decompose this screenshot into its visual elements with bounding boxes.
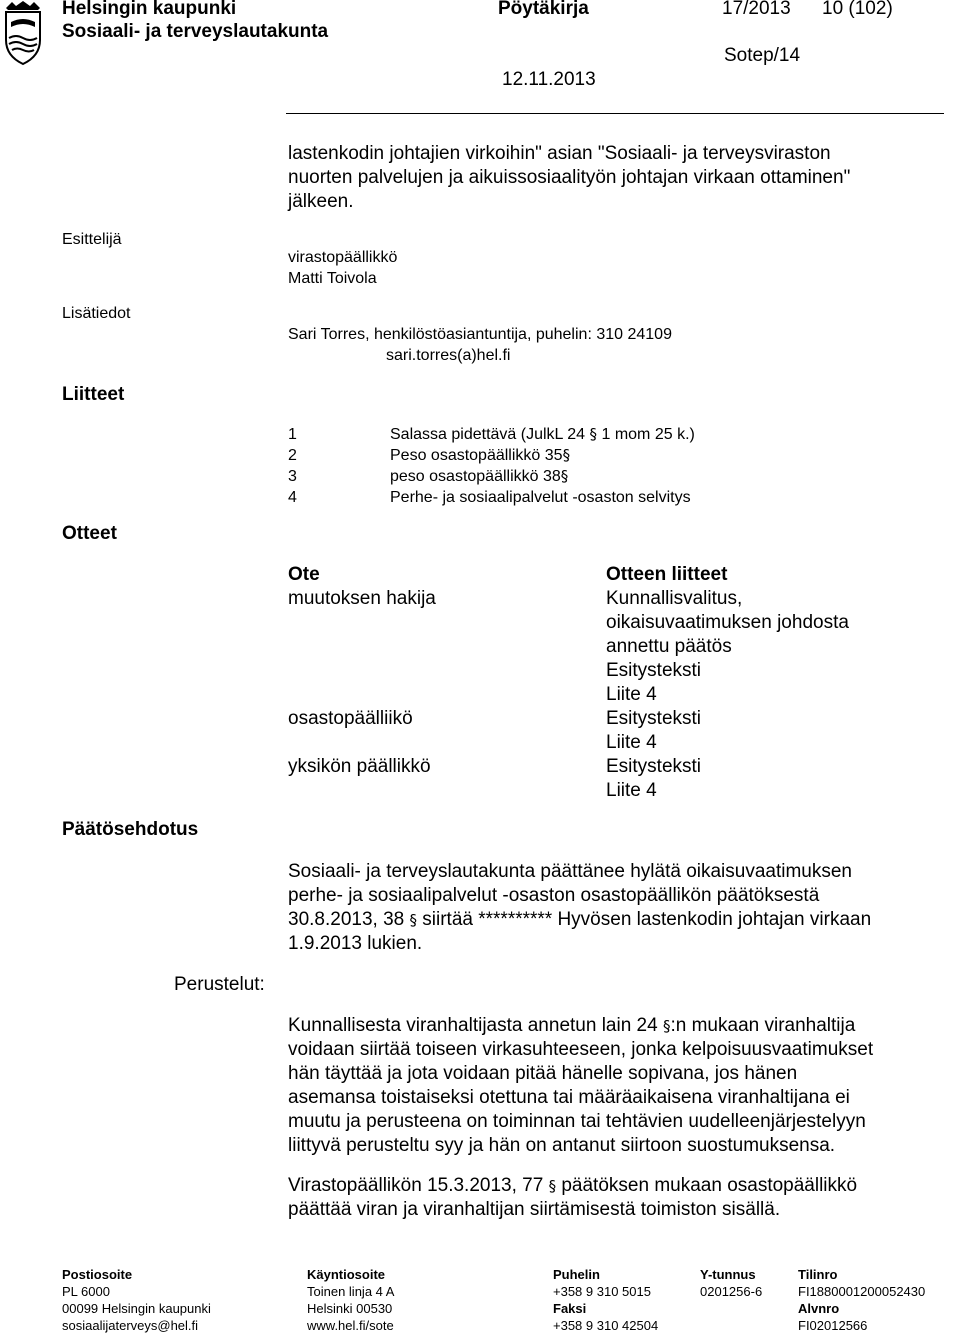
minutes-number: 17/2013 (722, 0, 791, 19)
presenter-name: Matti Toivola (288, 270, 377, 287)
footer-business-id: Y-tunnus 0201256-6 (700, 1267, 763, 1299)
decision-proposal-text: Sosiaali- ja terveyslautakunta päättänee hylätä oikaisuvaatimuksen perhe- ja sosiaalipalvelut -osaston osastopäällikön päätöksestä 30.8.2013, 38 § siirtää ********** Hyvösen lastenkodin johtajan virkaan 1.9.2013 lukien. (288, 861, 872, 954)
intro-line-3: jälkeen. (288, 191, 354, 212)
attachment-number: 3 (288, 468, 297, 485)
extract-attachment-line: Esitysteksti (606, 756, 702, 777)
extract-recipient-header: Ote (288, 564, 320, 585)
section-code: Sotep/14 (724, 45, 801, 66)
contact-person: Sari Torres, henkilöstöasiantuntija, puhelin: 310 24109 (288, 326, 672, 343)
footer-phone: Puhelin +358 9 310 5015 Faksi +358 9 310 42504 (553, 1267, 659, 1333)
attachment-number: 1 (288, 426, 297, 443)
header-divider (286, 113, 944, 114)
attachment-number: 4 (288, 489, 297, 506)
intro-line-1: lastenkodin johtajien virkoihin" asian "Sosiaali- ja terveysviraston (288, 143, 831, 164)
attachment-item: 4 Perhe- ja sosiaalipalvelut -osaston selvitys (288, 489, 691, 506)
justification-paragraph-2: Virastopäällikön 15.3.2013, 77 § päätöksen mukaan osastopäällikkö päättää viran ja viranhaltijan siirtämisestä toimiston sisällä. (288, 1175, 858, 1220)
extract-attachment-line: Liite 4 (606, 732, 657, 753)
extract-attachment-line: Esitysteksti (606, 660, 702, 681)
extract-attachment-line: oikaisuvaatimuksen johdosta (606, 612, 849, 633)
extract-attachment-line: Esitysteksti (606, 708, 702, 729)
attachments-label: Liitteet (62, 384, 125, 405)
contact-email[interactable]: sari.torres(a)hel.fi (386, 347, 511, 364)
extract-attachment-line: Liite 4 (606, 780, 657, 801)
attachment-item: 2 Peso osastopäällikkö 35§ (288, 446, 571, 464)
extract-attachment-line: Kunnallisvalitus, (606, 588, 743, 609)
helsinki-coat-of-arms-logo (2, 0, 44, 66)
intro-line-2: nuorten palvelujen ja aikuissosiaalityön johtajan virkaan ottaminen" (288, 167, 851, 188)
extract-attachment-line: Liite 4 (606, 684, 657, 705)
footer-account: Tilinro FI1880001200052430 Alvnro FI02012566 (798, 1267, 926, 1333)
footer-postal-address: Postiosoite PL 6000 00099 Helsingin kaupunki sosiaalijaterveys@hel.fi (62, 1267, 211, 1333)
attachment-item: 3 peso osastopäällikkö 38§ (288, 467, 569, 485)
attachment-item: 1 Salassa pidettävä (JulkL 24 § 1 mom 25 k.) (288, 425, 695, 443)
city-name: Helsingin kaupunki (62, 0, 237, 19)
extract-attachments-header: Otteen liitteet (606, 564, 728, 585)
extract-attachment-line: annettu päätös (606, 636, 732, 657)
decision-proposal-label: Päätösehdotus (62, 819, 199, 840)
justification-label: Perustelut: (174, 974, 265, 995)
footer-visiting-address: Käyntiosoite Toinen linja 4 A Helsinki 00530 www.hel.fi/sote (307, 1267, 395, 1333)
justification-paragraph-1: Kunnallisesta viranhaltijasta annetun lain 24 §:n mukaan viranhaltija voidaan siirtää toiseen virkasuhteeseen, jonka kelpoisuusvaatimukset hän täyttää ja jota voidaan pitää hänelle sopivana, jos hänen asemansa toistaiseksi otettuna tai määräaikaisena viranhaltijana ei muutu ja perusteena on toiminnan tai tehtävien uudelleenjärjestelyyn liittyvä perusteltu syy ja hän on antanut siirtoon suostumuksensa. (288, 1015, 874, 1156)
footer-website-link[interactable]: www.hel.fi/sote (307, 1318, 394, 1333)
recipient-unit-head: yksikön päällikkö (288, 756, 431, 777)
board-name: Sosiaali- ja terveyslautakunta (62, 21, 329, 42)
footer-email-link[interactable]: sosiaalijaterveys@hel.fi (62, 1318, 199, 1333)
document-type: Pöytäkirja (498, 0, 589, 19)
intro-paragraph (288, 142, 850, 214)
further-info-label: Lisätiedot (62, 305, 131, 322)
extracts-label: Otteet (62, 523, 117, 544)
presenter-label: Esittelijä (62, 231, 122, 248)
attachment-number: 2 (288, 447, 297, 464)
presenter-title: virastopäällikkö (288, 249, 398, 266)
recipient-appellant: muutoksen hakija (288, 588, 436, 609)
page-number: 10 (102) (822, 0, 893, 19)
recipient-department-head: osastopäälliikö (288, 708, 413, 729)
meeting-date: 12.11.2013 (502, 69, 596, 90)
